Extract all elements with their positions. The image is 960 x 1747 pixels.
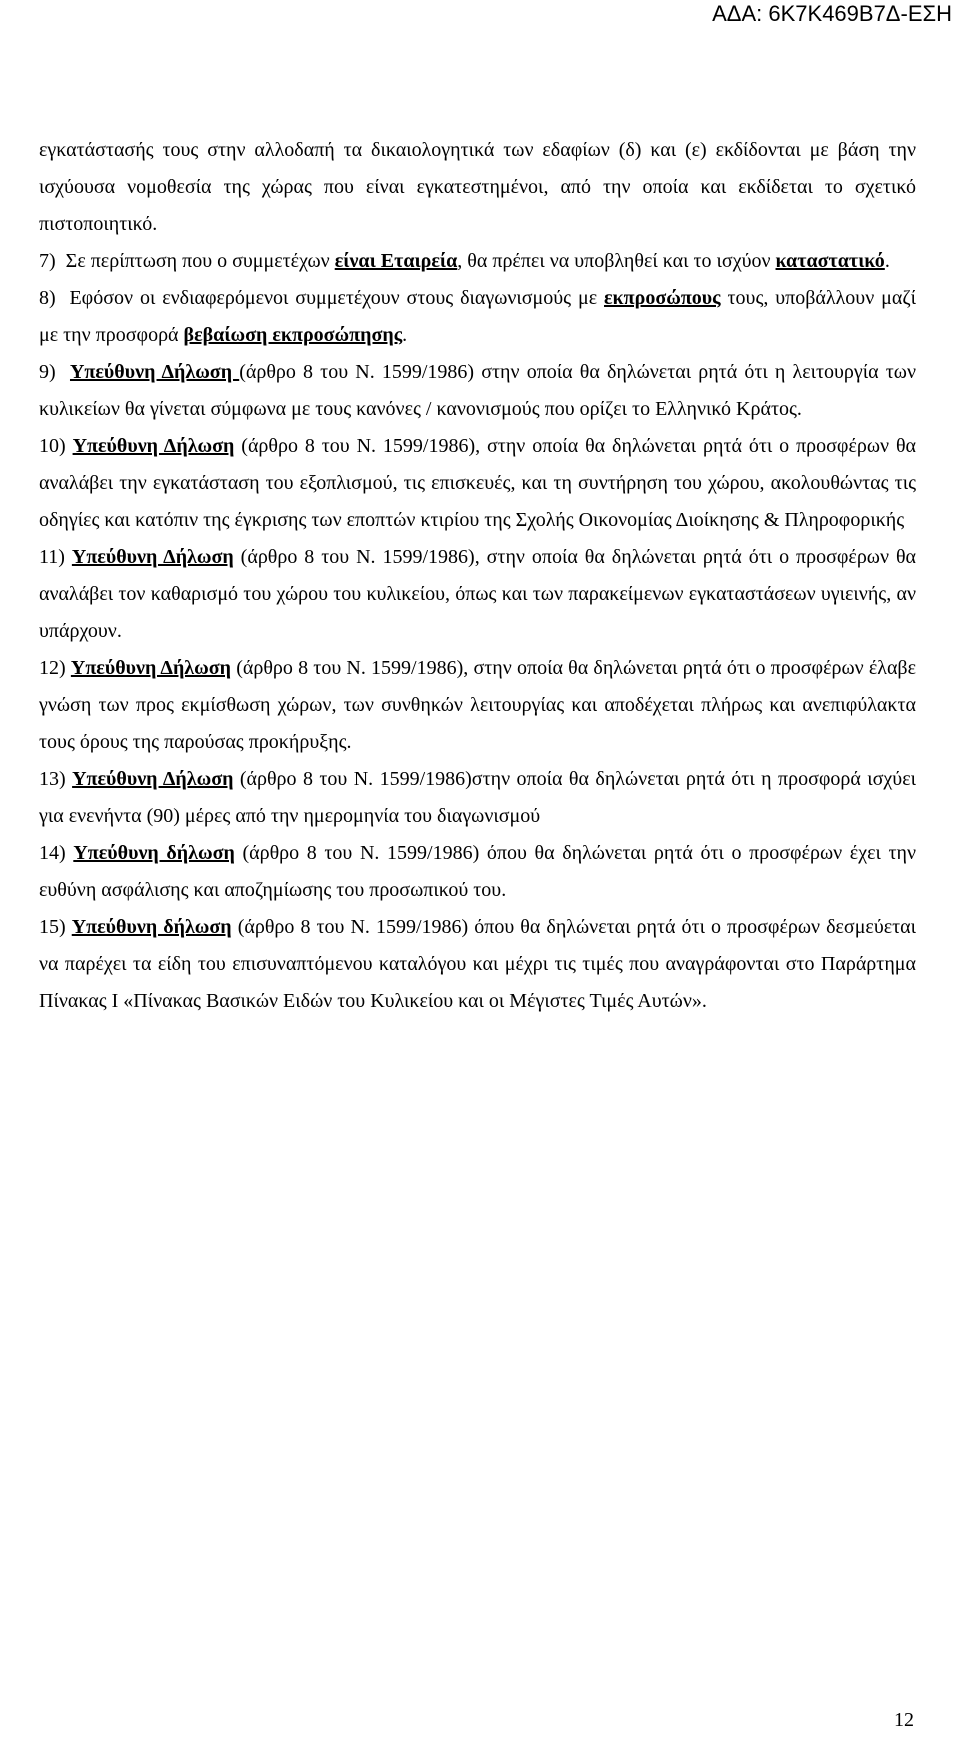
item-text: (άρθρο 8 του Ν. 1599/1986), στην οποία θα δηλώνεται ρητά ότι ο προσφέρων θα αναλάβει τον καθαρισμό του χώρου του κυλικείου, όπως και των παρακείμενων εγκαταστάσεων υγιεινής, αν υπάρχουν. [39,546,917,642]
item-text: (άρθρο 8 του Ν. 1599/1986) όπου θα δηλώνεται ρητά ότι ο προσφέρων έχει την ευθύνη ασφάλισης και αποζημίωσης του προσωπικού του. [39,842,917,901]
item-text: . [884,250,890,272]
item-text: (άρθρο 8 του Ν. 1599/1986) όπου θα δηλώνεται ρητά ότι ο προσφέρων δεσμεύεται να παρέχει τα είδη του επισυναπτόμενου καταλόγου και μέχρι τις τιμές που αναγράφονται στο Παράρτημα Πίνακας Ι «Πίνακας Βασικών Ειδών του Κυλικείου και οι Μέγιστες Τιμές Αυτών». [39,916,917,1012]
list-item-14 [39,835,916,909]
list-item-11 [39,539,916,650]
item-number: 9) [39,361,56,383]
list-item-10 [39,428,916,539]
document-body [39,132,916,1020]
list-item-7 [39,243,916,280]
item-text: (άρθρο 8 του Ν. 1599/1986), στην οποία θα δηλώνεται ρητά ότι ο προσφέρων θα αναλάβει την εγκατάσταση του εξοπλισμού, τις επισκευές, και τη συντήρηση του χώρου, ακολουθώντας τις οδηγίες και κατόπιν της έγκρισης των εποπτών κτιρίου της Σχολής Οικονομίας Διοίκησης & Πληροφορικής [39,435,917,531]
page-number: 12 [894,1709,914,1731]
item-emphasis: Υπεύθυνη Δήλωση [69,361,240,383]
item-emphasis: είναι Εταιρεία [334,250,458,272]
item-emphasis: βεβαίωση εκπροσώπησης [183,324,403,346]
list-item-12 [39,650,916,761]
document-id: ΑΔΑ: 6Κ7Κ469Β7Δ-ΕΣΗ [712,1,952,26]
item-text: . [402,324,408,346]
item-text: τους, υποβάλλουν μαζί με την προσφορά [39,287,917,346]
item-text: (άρθρο 8 του Ν. 1599/1986) στην οποία θα δηλώνεται ρητά ότι η λειτουργία των κυλικείων θα γίνεται σύμφωνα με τους κανόνες / κανονισμούς που ορίζει το Ελληνικό Κράτος. [39,361,917,420]
item-emphasis: Υπεύθυνη Δήλωση [71,546,234,568]
item-number: 8) [39,287,56,309]
list-item-9 [39,354,916,428]
item-number: 12) [39,657,66,679]
item-emphasis: Υπεύθυνη δήλωση [73,842,235,864]
item-emphasis: εκπροσώπους [604,287,721,309]
list-item-13 [39,761,916,835]
item-text: Εφόσον οι ενδιαφερόμενοι συμμετέχουν στους διαγωνισμούς με [69,287,605,309]
item-emphasis: Υπεύθυνη Δήλωση [72,768,234,790]
list-item-8 [39,280,916,354]
item-emphasis: Υπεύθυνη δήλωση [71,916,232,938]
item-number: 15) [39,916,66,938]
item-emphasis: καταστατικό [775,250,885,272]
list-item-15 [39,909,916,1020]
item-number: 10) [39,435,66,457]
item-number: 7) [39,250,56,272]
item-text: , θα πρέπει να υποβληθεί και το ισχύον [457,250,776,272]
item-text: (άρθρο 8 του Ν. 1599/1986), στην οποία θα δηλώνεται ρητά ότι ο προσφέρων έλαβε γνώση των προς εκμίσθωση χώρων, των συνθηκών λειτουργίας και αποδέχεται πλήρως και ανεπιφύλακτα τους όρους της παρούσας προκήρυξης. [39,657,916,753]
item-emphasis: Υπεύθυνη Δήλωση [72,435,235,457]
item-emphasis: Υπεύθυνη Δήλωση [70,657,231,679]
item-number: 13) [39,768,66,790]
item-text: (άρθρο 8 του Ν. 1599/1986)στην οποία θα δηλώνεται ρητά ότι η προσφορά ισχύει για ενενήντα (90) μέρες από την ημερομηνία του διαγωνισμού [39,768,916,827]
paragraph-continued: εγκατάστασής τους στην αλλοδαπή τα δικαιολογητικά των εδαφίων (δ) και (ε) εκδίδονται με βάση την ισχύουσα νομοθεσία της χώρας που είναι εγκατεστημένοι, από την οποία και εκδίδεται το σχετικό πιστοποιητικό. [39,139,916,235]
item-number: 11) [39,546,65,568]
item-number: 14) [39,842,66,864]
item-text: Σε περίπτωση που ο συμμετέχων [65,250,335,272]
